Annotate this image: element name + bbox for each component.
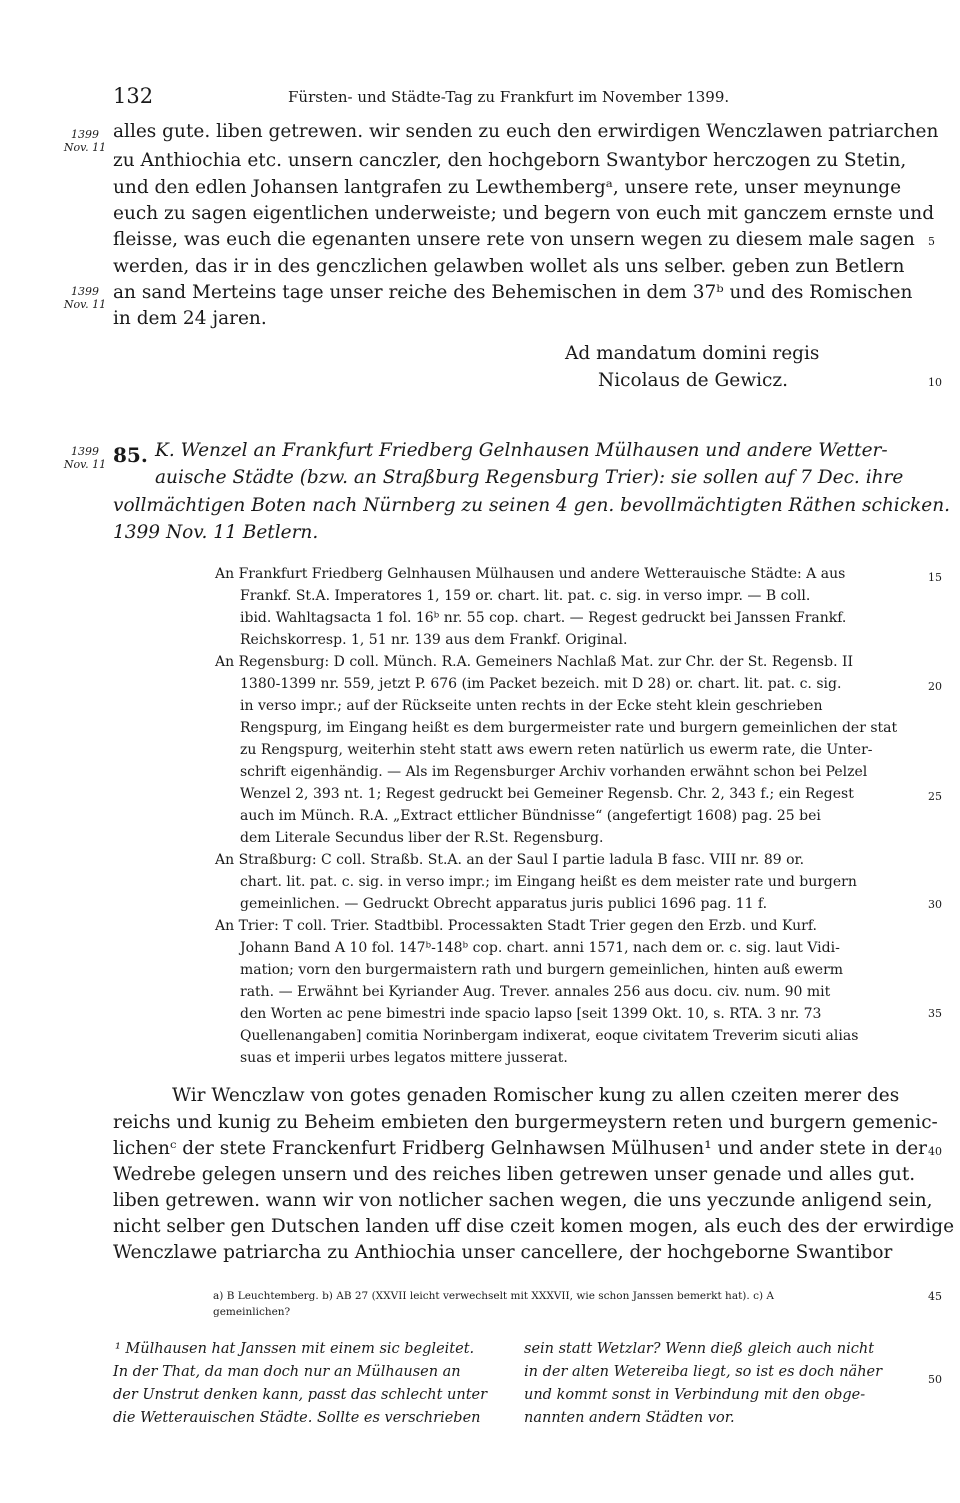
- apparatus-line: a) B Leuchtemberg. b) AB 27 (XXVII leicht verwechselt mit XXXVII, wie schon Janssen bemerkt hat). c) A: [213, 1290, 774, 1302]
- letter-line: reichs und kunig zu Beheim embieten den burgermeystern reten und burgern gemenic-: [113, 1112, 938, 1133]
- source-note-line: An Trier: T coll. Trier. Stadtbibl. Processakten Stadt Trier gegen den Erzb. und Kurf.: [215, 918, 817, 934]
- footnote-line: die Wetterauischen Städte. Sollte es verschrieben: [113, 1410, 481, 1426]
- apparatus-line: gemeinlichen?: [213, 1306, 291, 1318]
- running-title: Fürsten- und Städte-Tag zu Frankfurt im November 1399.: [288, 88, 730, 106]
- line-number: 50: [928, 1373, 942, 1386]
- letter-line: euch zu sagen eigentlichen underweiste; und begern von euch mit ganczem ernste und: [113, 203, 935, 224]
- source-note-line: An Straßburg: C coll. Straßb. St.A. an der Saul I partie ladula B fasc. VIII nr. 89 or.: [215, 852, 805, 868]
- letter-line: alles gute. liben getrewen. wir senden zu euch den erwirdigen Wenczlawen patriarchen: [113, 121, 939, 142]
- source-note-line: gemeinlichen. — Gedruckt Obrecht apparatus juris publici 1696 pag. 11 f.: [240, 896, 768, 912]
- line-number: 35: [928, 1007, 942, 1020]
- letter-line: in dem 24 jaren.: [113, 308, 267, 329]
- source-note-line: 1380-1399 nr. 559, jetzt P. 676 (im Packet bezeich. mit D 28) or. chart. lit. pat. c. sig.: [240, 676, 842, 692]
- document-number: 85.: [113, 443, 148, 467]
- line-number: 5: [928, 235, 935, 248]
- document-title-line: vollmächtigen Boten nach Nürnberg zu seinen 4 gen. bevollmächtigten Räthen schicken.: [113, 495, 951, 516]
- document-title-line: 1399 Nov. 11 Betlern.: [113, 522, 319, 543]
- signature-line: Ad mandatum domini regis: [565, 343, 820, 364]
- footnote-line: und kommt sonst in Verbindung mit den obge-: [524, 1387, 866, 1403]
- letter-line: Wedrebe gelegen unsern und des reiches liben getrewen unser genade und alles gut.: [113, 1164, 916, 1185]
- source-note-line: An Regensburg: D coll. Münch. R.A. Gemeiners Nachlaß Mat. zur Chr. der St. Regensb. II: [215, 654, 854, 670]
- source-note-line: chart. lit. pat. c. sig. in verso impr.; im Eingang heißt es dem meister rate und burgern: [240, 874, 857, 890]
- source-note-line: suas et imperii urbes legatos mittere jusserat.: [240, 1050, 568, 1066]
- letter-line: Wenczlawe patriarcha zu Anthiochia unser cancellere, der hochgeborne Swantibor: [113, 1242, 893, 1263]
- source-note-line: Rengspurg, im Eingang heißt es dem burgermeister rate und burgern gemeinlichen der stat: [240, 720, 898, 736]
- footnote-line: In der That, da man doch nur an Mülhausen an: [113, 1364, 461, 1380]
- source-note-line: zu Rengspurg, weiterhin steht statt aws ewern reten natürlich us ewerm rate, die Unter-: [240, 742, 873, 758]
- footnote-line: in der alten Wetereiba liegt, so ist es doch näher: [524, 1364, 883, 1380]
- letter-line: an sand Merteins tage unser reiche des Behemischen in dem 37ᵇ und des Romischen: [113, 282, 913, 303]
- line-number: 15: [928, 571, 942, 584]
- margin-date-day: Nov. 11: [63, 458, 107, 471]
- line-number: 10: [928, 376, 942, 389]
- source-note-line: Quellenangaben] comitia Norinbergam indixerat, eoque civitatem Treverim sicuti alias: [240, 1028, 859, 1044]
- footnote-line: nannten andern Städten vor.: [524, 1410, 735, 1426]
- letter-line: Wir Wenczlaw von gotes genaden Romischer kung zu allen czeiten merer des: [172, 1085, 900, 1106]
- margin-date: [60, 128, 110, 154]
- source-note-line: den Worten ac pene bimestri inde spacio lapso [seit 1399 Okt. 10, s. RTA. 3 nr. 73: [240, 1006, 822, 1022]
- letter-line: werden, das ir in des genczlichen gelawben wollet als uns selber. geben zun Betlern: [113, 256, 905, 277]
- letter-line: zu Anthiochia etc. unsern canczler, den hochgeborn Swantybor herczogen zu Stetin,: [113, 150, 907, 171]
- source-note-line: An Frankfurt Friedberg Gelnhausen Mülhausen und andere Wetterauische Städte: A aus: [215, 566, 846, 582]
- margin-date-year: 1399: [71, 128, 99, 141]
- source-note-line: mation; vorn den burgermaistern rath und burgern gemeinlichen, hinten auß ewerm: [240, 962, 844, 978]
- source-note-line: ibid. Wahltagsacta 1 fol. 16ᵇ nr. 55 cop. chart. — Regest gedruckt bei Janssen Frankf.: [240, 610, 847, 626]
- source-note-line: Reichskorresp. 1, 51 nr. 139 aus dem Frankf. Original.: [240, 632, 628, 648]
- line-number: 40: [928, 1145, 942, 1158]
- margin-date: [60, 445, 110, 471]
- letter-line: und den edlen Johansen lantgrafen zu Lewthembergᵃ, unsere rete, unser meynunge: [113, 177, 902, 198]
- margin-date-year: 1399: [71, 285, 99, 298]
- margin-date-year: 1399: [71, 445, 99, 458]
- letter-line: fleisse, was euch die egenanten unsere rete von unsern wegen zu diesem male sagen: [113, 229, 915, 250]
- letter-line: nicht selber gen Dutschen landen uff dise czeit komen mogen, als euch des der erwirdige: [113, 1216, 955, 1237]
- letter-line: lichenᶜ der stete Franckenfurt Fridberg Gelnhawsen Mülhusen¹ und ander stete in der: [113, 1138, 928, 1159]
- page-number: 132: [113, 84, 154, 108]
- margin-date: [60, 285, 110, 311]
- source-note-line: rath. — Erwähnt bei Kyriander Aug. Trever. annales 256 aus docu. civ. num. 90 mit: [240, 984, 831, 1000]
- source-note-line: in verso impr.; auf der Rückseite unten rechts in der Ecke steht klein geschrieben: [240, 698, 823, 714]
- document-title-line: K. Wenzel an Frankfurt Friedberg Gelnhausen Mülhausen und andere Wetter-: [155, 440, 888, 461]
- source-note-line: Frankf. St.A. Imperatores 1, 159 or. chart. lit. pat. c. sig. in verso impr. — B coll.: [240, 588, 811, 604]
- line-number: 20: [928, 680, 942, 693]
- margin-date-day: Nov. 11: [63, 298, 107, 311]
- footnote-line: ¹ Mülhausen hat Janssen mit einem sic begleitet.: [115, 1341, 475, 1357]
- signature-line: Nicolaus de Gewicz.: [598, 370, 788, 391]
- source-note-line: dem Literale Secundus liber der R.St. Regensburg.: [240, 830, 604, 846]
- source-note-line: auch im Münch. R.A. „Extract ettlicher Bündnisse“ (angefertigt 1608) pag. 25 bei: [240, 808, 821, 824]
- source-note-line: schrift eigenhändig. — Als im Regensburger Archiv vorhanden erwähnt schon bei Pelzel: [240, 764, 868, 780]
- line-number: 45: [928, 1290, 942, 1303]
- footnote-line: sein statt Wetzlar? Wenn dieß gleich auch nicht: [524, 1341, 875, 1357]
- document-title-line: auische Städte (bzw. an Straßburg Regensburg Trier): sie sollen auf 7 Dec. ihre: [155, 467, 904, 488]
- letter-line: liben getrewen. wann wir von notlicher sachen wegen, die uns yeczunde anligend sein,: [113, 1190, 933, 1211]
- source-note-line: Johann Band A 10 fol. 147ᵇ-148ᵇ cop. chart. anni 1571, nach dem or. c. sig. laut Vidi-: [240, 940, 840, 956]
- line-number: 25: [928, 790, 942, 803]
- source-note-line: Wenzel 2, 393 nt. 1; Regest gedruckt bei Gemeiner Regensb. Chr. 2, 343 f.; ein Regest: [240, 786, 854, 802]
- line-number: 30: [928, 898, 942, 911]
- footnote-line: der Unstrut denken kann, passt das schlecht unter: [113, 1387, 488, 1403]
- margin-date-day: Nov. 11: [63, 141, 107, 154]
